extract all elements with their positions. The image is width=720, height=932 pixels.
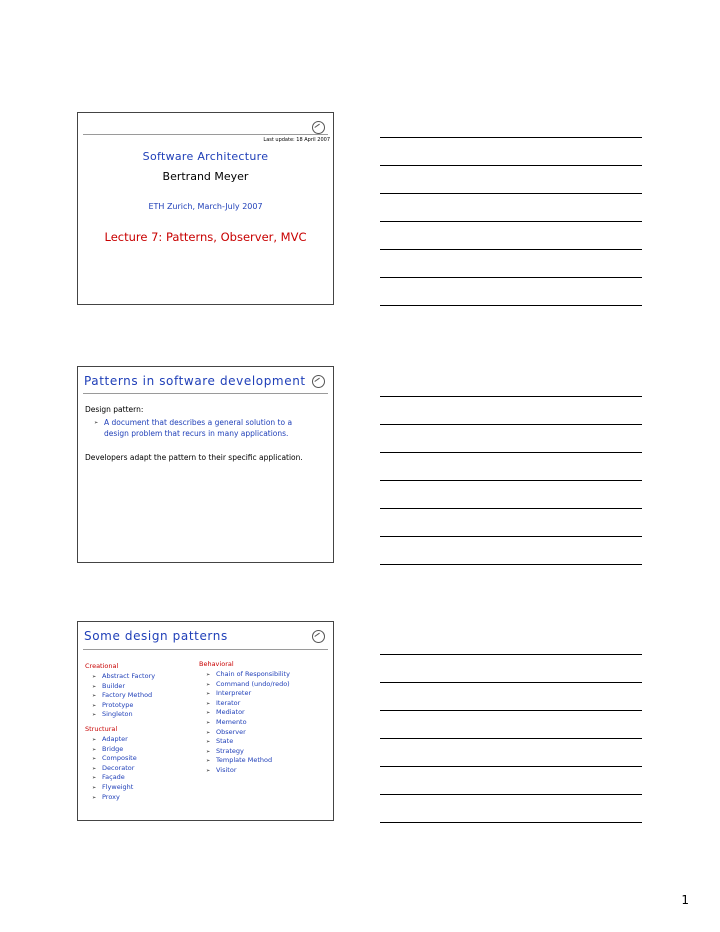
note-line bbox=[380, 564, 642, 565]
note-line bbox=[380, 424, 642, 425]
note-line bbox=[380, 682, 642, 683]
list-item: ➢ Strategy bbox=[206, 747, 290, 757]
list-item: ➢ Flyweight bbox=[92, 783, 137, 793]
note-line bbox=[380, 277, 642, 278]
list-item: ➢ Abstract Factory bbox=[92, 672, 155, 682]
slide-title: Patterns in software development bbox=[84, 374, 306, 388]
note-line bbox=[380, 396, 642, 397]
list-item: ➢ Composite bbox=[92, 754, 137, 764]
list-item: ➢ Façade bbox=[92, 773, 137, 783]
list-item: ➢ Adapter bbox=[92, 735, 137, 745]
page-number: 1 bbox=[681, 893, 689, 907]
note-line bbox=[380, 766, 642, 767]
note-line bbox=[380, 249, 642, 250]
adaptation-note: Developers adapt the pattern to their specific application. bbox=[85, 453, 303, 462]
design-pattern-term: Design pattern: bbox=[85, 405, 144, 414]
note-line bbox=[380, 654, 642, 655]
note-line bbox=[380, 710, 642, 711]
list-item: ➢ Bridge bbox=[92, 745, 137, 755]
note-line bbox=[380, 165, 642, 166]
course-title: Software Architecture bbox=[142, 150, 269, 163]
creational-heading: Creational bbox=[85, 662, 119, 670]
list-item: ➢ Template Method bbox=[206, 756, 290, 766]
list-item: ➢ State bbox=[206, 737, 290, 747]
list-item: ➢ Singleton bbox=[92, 710, 155, 720]
definition-list bbox=[94, 417, 292, 439]
list-item: ➢ Prototype bbox=[92, 701, 155, 711]
note-line bbox=[380, 452, 642, 453]
definition-item: ➢ A document that describes a general solution to a design problem that recurs in many applications. bbox=[94, 417, 292, 439]
list-item: ➢ Chain of Responsibility bbox=[206, 670, 290, 680]
creational-list bbox=[92, 672, 155, 720]
slide-2 bbox=[77, 366, 334, 563]
note-line bbox=[380, 221, 642, 222]
list-item: ➢ Builder bbox=[92, 682, 155, 692]
slide-title: Some design patterns bbox=[84, 629, 228, 643]
list-item: ➢ Visitor bbox=[206, 766, 290, 776]
list-item: ➢ Mediator bbox=[206, 708, 290, 718]
list-item: ➢ Decorator bbox=[92, 764, 137, 774]
note-line bbox=[380, 822, 642, 823]
structural-list bbox=[92, 735, 137, 802]
note-line bbox=[380, 794, 642, 795]
institution: ETH Zurich, March-July 2007 bbox=[148, 202, 263, 211]
behavioral-list bbox=[206, 670, 290, 776]
logo-icon bbox=[312, 375, 325, 388]
behavioral-heading: Behavioral bbox=[199, 660, 234, 668]
list-item: ➢ Command (undo/redo) bbox=[206, 680, 290, 690]
slide-header-rule bbox=[83, 649, 328, 650]
lecture-title: Lecture 7: Patterns, Observer, MVC bbox=[104, 230, 307, 244]
note-line bbox=[380, 738, 642, 739]
logo-icon bbox=[312, 630, 325, 643]
note-line bbox=[380, 193, 642, 194]
author-name: Bertrand Meyer bbox=[162, 170, 249, 183]
list-item: ➢ Proxy bbox=[92, 793, 137, 803]
note-line bbox=[380, 508, 642, 509]
structural-heading: Structural bbox=[85, 725, 118, 733]
last-update: Last update: 18 April 2007 bbox=[263, 137, 330, 143]
note-line bbox=[380, 480, 642, 481]
list-item: ➢ Iterator bbox=[206, 699, 290, 709]
slide-1 bbox=[77, 112, 334, 305]
list-item: ➢ Observer bbox=[206, 728, 290, 738]
slide-3 bbox=[77, 621, 334, 821]
list-item: ➢ Factory Method bbox=[92, 691, 155, 701]
note-line bbox=[380, 137, 642, 138]
list-item: ➢ Interpreter bbox=[206, 689, 290, 699]
list-item: ➢ Memento bbox=[206, 718, 290, 728]
slide-header-rule bbox=[83, 393, 328, 394]
note-line bbox=[380, 536, 642, 537]
logo-icon bbox=[312, 121, 325, 134]
note-line bbox=[380, 305, 642, 306]
slide-header-rule bbox=[83, 134, 328, 135]
